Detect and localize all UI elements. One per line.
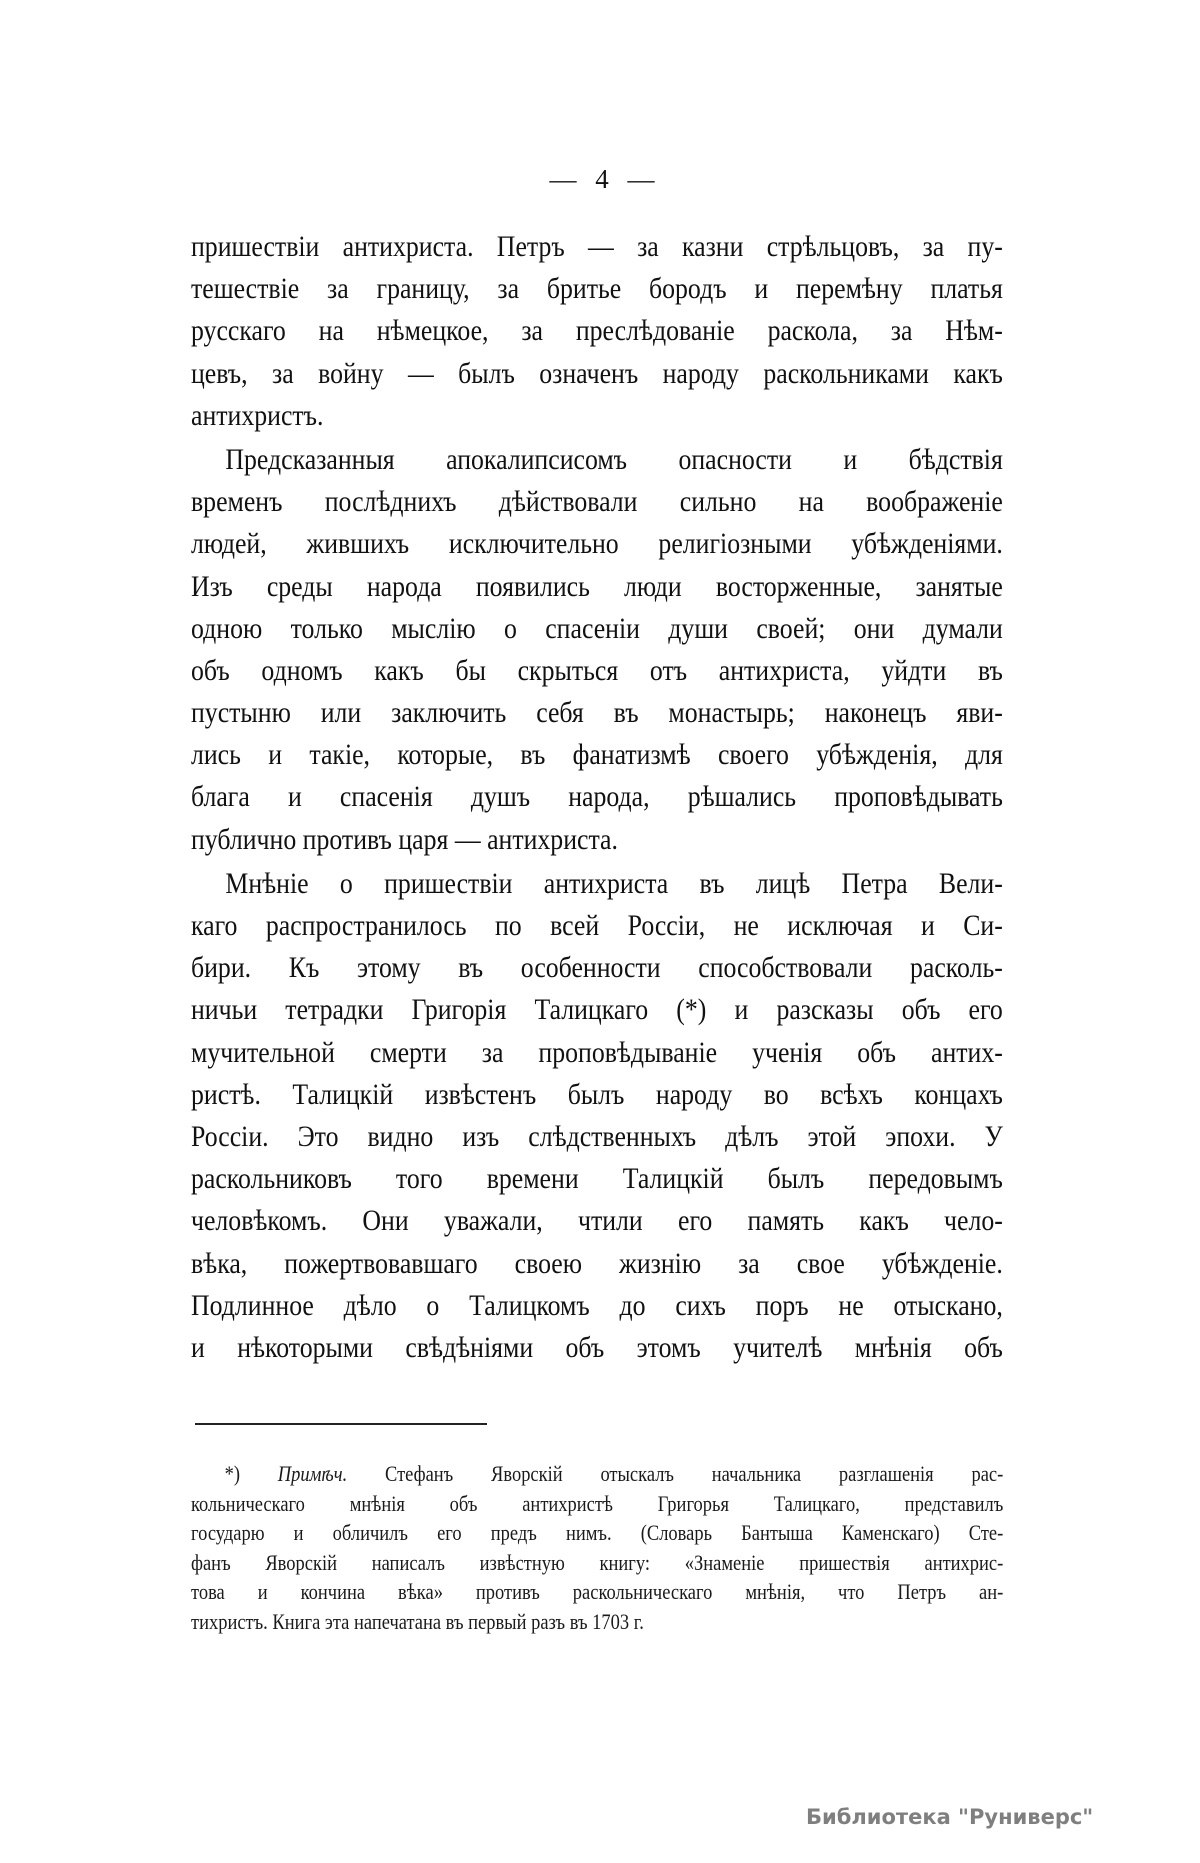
- text-line: временъ послѣднихъ дѣйствовали сильно на воображеніе: [191, 485, 1003, 519]
- text-line: пустыню или заключить себя въ монастырь; наконецъ яви-: [191, 696, 1003, 730]
- footnote-label: Примѣч.: [277, 1461, 348, 1486]
- text-line: человѣкомъ. Они уважали, чтили его память какъ чело-: [191, 1204, 1003, 1238]
- text-line: публично противъ царя — антихриста.: [191, 822, 618, 856]
- text-line: ничьи тетрадки Григорія Талицкаго (*) и разсказы объ его: [191, 993, 1003, 1027]
- text-line: Подлинное дѣло о Талицкомъ до сихъ поръ не отыскано,: [191, 1288, 1003, 1322]
- footnote-marker: *): [224, 1461, 240, 1486]
- text-line: Предсказанныя апокалипсисомъ опасности и бѣдствія: [225, 442, 1003, 476]
- text-line: русскаго на нѣмецкое, за преслѣдованіе раскола, за Нѣм-: [191, 314, 1003, 348]
- paragraph-2: [191, 439, 1003, 861]
- footnote-line: това и кончина вѣка» противъ раскольническаго мнѣнія, что Петръ ан-: [191, 1579, 1004, 1605]
- text-line: Мнѣніе о пришествіи антихриста въ лицѣ Петра Вели-: [225, 866, 1003, 900]
- paragraph-1: [191, 226, 1003, 437]
- main-text: [191, 226, 1003, 1369]
- text-line: вѣка, пожертвовавшаго своею жизнію за свое убѣжденіе.: [191, 1246, 1003, 1280]
- text-line: блага и спасенія душъ народа, рѣшались проповѣдывать: [191, 780, 1003, 814]
- text-line: Изъ среды народа появились люди восторженные, занятые: [191, 569, 1003, 603]
- text-line: ристѣ. Талицкій извѣстенъ былъ народу во всѣхъ концахъ: [191, 1077, 1003, 1111]
- footnote-line: кольническаго мнѣнія объ антихристѣ Григорья Талицкаго, представилъ: [191, 1490, 1004, 1516]
- text-line: тешествіе за границу, за бритье бородъ и перемѣну платья: [191, 272, 1003, 306]
- text-line: каго распространилось по всей Россіи, не исключая и Си-: [191, 909, 1003, 942]
- text-line: людей, жившихъ исключительно религіозными убѣжденіями.: [191, 527, 1003, 561]
- library-watermark: Библиотека "Руниверс": [806, 1805, 1094, 1829]
- footnote-line: государю и обличилъ его предъ нимъ. (Словарь Бантыша Каменскаго) Сте-: [191, 1520, 1004, 1546]
- text-line: объ одномъ какъ бы скрыться отъ антихриста, уйдти въ: [191, 653, 1003, 687]
- text-line: бири. Къ этому въ особенности способствовали расколь-: [191, 951, 1003, 985]
- text-line: и нѣкоторыми свѣдѣніями объ этомъ учителѣ мнѣнія объ: [191, 1330, 1003, 1364]
- footnote-line: тихристъ. Книга эта напечатана въ первый разъ въ 1703 г.: [191, 1608, 644, 1634]
- footnote: [191, 1459, 1003, 1637]
- text-line: антихристъ.: [191, 398, 324, 432]
- text-line: лись и такіе, которые, въ фанатизмѣ своего убѣжденія, для: [191, 738, 1003, 772]
- footnote-line: [191, 1459, 1003, 1489]
- footnote-text: Стефанъ Яворскій отыскалъ начальника разглашенія рас-: [385, 1461, 1004, 1486]
- footnote-line: фанъ Яворскій написалъ извѣстную книгу: «Знаменіе пришествія антихрис-: [191, 1549, 1004, 1575]
- text-line: одною только мыслію о спасеніи души своей; они думали: [191, 611, 1003, 645]
- text-line: цевъ, за войну — былъ означенъ народу раскольниками какъ: [191, 356, 1003, 390]
- text-line: раскольниковъ того времени Талицкій былъ передовымъ: [191, 1162, 1003, 1196]
- text-line: Россіи. Это видно изъ слѣдственныхъ дѣлъ этой эпохи. У: [191, 1119, 1003, 1153]
- paragraph-3: [191, 863, 1003, 1369]
- text-line: мучительной смерти за проповѣдываніе ученія объ антих-: [191, 1035, 1003, 1069]
- page-number: — 4 —: [549, 164, 661, 194]
- footnote-separator: [195, 1423, 487, 1425]
- text-line: пришествіи антихриста. Петръ — за казни стрѣльцовъ, за пу-: [191, 230, 1003, 263]
